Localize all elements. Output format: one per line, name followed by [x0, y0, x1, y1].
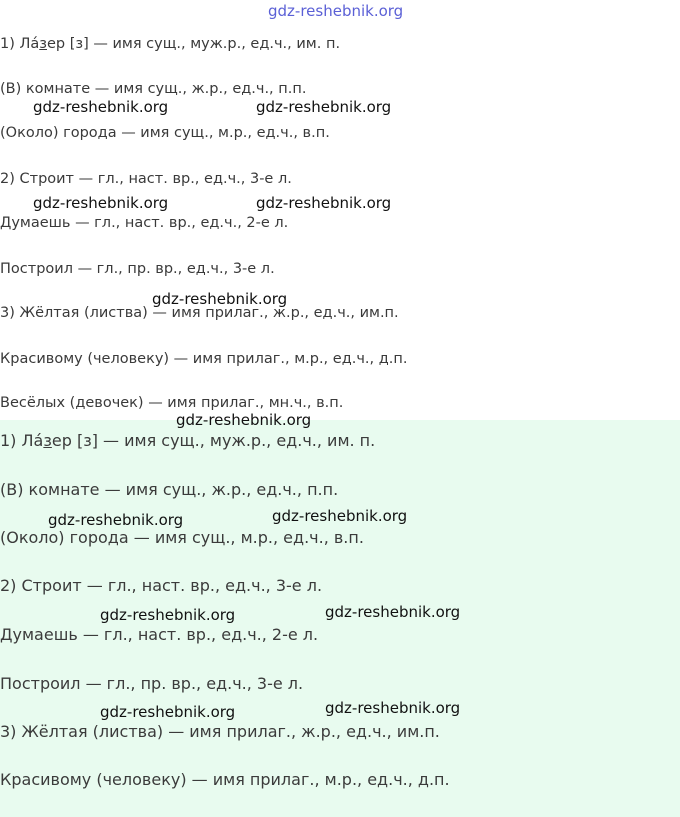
watermark: gdz-reshebnik.org: [33, 98, 169, 116]
upper-line-5: Думаешь — гл., наст. вр., ед.ч., 2-е л.: [0, 215, 289, 231]
upper-line-7: 3) Жёлтая (листва) — имя прилаг., ж.р., ед.ч., им.п.: [0, 305, 399, 321]
watermark: gdz-reshebnik.org: [325, 699, 461, 717]
upper-line-9: Весёлых (девочек) — имя прилаг., мн.ч., в.п.: [0, 395, 344, 411]
upper-line-8: Красивому (человеку) — имя прилаг., м.р., ед.ч., д.п.: [0, 351, 408, 367]
upper-line-3: (Около) города — имя сущ., м.р., ед.ч., в.п.: [0, 125, 330, 141]
watermark-top[interactable]: gdz-reshebnik.org: [268, 2, 404, 20]
lower-line-2: (В) комнате — имя сущ., ж.р., ед.ч., п.п.: [0, 480, 339, 499]
underlined-letter: з: [43, 431, 52, 450]
watermark: gdz-reshebnik.org: [272, 507, 408, 525]
lower-line-1: [0, 431, 375, 451]
lower-line-8: Красивому (человеку) — имя прилаг., м.р., ед.ч., д.п.: [0, 770, 450, 789]
lower-line-1-e: е: [51, 431, 62, 450]
watermark: gdz-reshebnik.org: [152, 290, 288, 308]
watermark: gdz-reshebnik.org: [325, 603, 461, 621]
lower-line-6: Построил — гл., пр. вр., ед.ч., 3-е л.: [0, 674, 304, 693]
upper-line-6: Построил — гл., пр. вр., ед.ч., 3-е л.: [0, 261, 275, 277]
watermark: gdz-reshebnik.org: [100, 606, 236, 624]
watermark: gdz-reshebnik.org: [33, 194, 169, 212]
upper-line-1-rest: [47, 36, 340, 52]
upper-line-1-prefix: 1) Ла: [0, 36, 40, 52]
upper-line-2: (В) комнате — имя сущ., ж.р., ед.ч., п.п.: [0, 81, 307, 97]
upper-line-4: 2) Строит — гл., наст. вр., ед.ч., 3-е л.: [0, 171, 292, 187]
lower-line-1-prefix: 1) Ла: [0, 431, 44, 450]
upper-line-1: [0, 35, 340, 53]
upper-line-1-suffix: р [з] — имя сущ., муж.р., ед.ч., им. п.: [55, 36, 341, 52]
watermark: gdz-reshebnik.org: [256, 98, 392, 116]
lower-line-4: 2) Строит — гл., наст. вр., ед.ч., 3-е л.: [0, 576, 323, 595]
watermark: gdz-reshebnik.org: [256, 194, 392, 212]
watermark: gdz-reshebnik.org: [100, 703, 236, 721]
watermark: gdz-reshebnik.org: [176, 411, 312, 429]
lower-line-3: (Около) города — имя сущ., м.р., ед.ч., в.п.: [0, 528, 364, 547]
lower-line-1-suffix: р [з] — имя сущ., муж.р., ед.ч., им. п.: [61, 431, 376, 450]
lower-line-7: 3) Жёлтая (листва) — имя прилаг., ж.р., ед.ч., им.п.: [0, 722, 440, 741]
lower-line-5: Думаешь — гл., наст. вр., ед.ч., 2-е л.: [0, 625, 319, 644]
watermark: gdz-reshebnik.org: [48, 511, 184, 529]
underlined-letter: з: [39, 36, 47, 52]
upper-line-1-e: е: [47, 36, 56, 52]
